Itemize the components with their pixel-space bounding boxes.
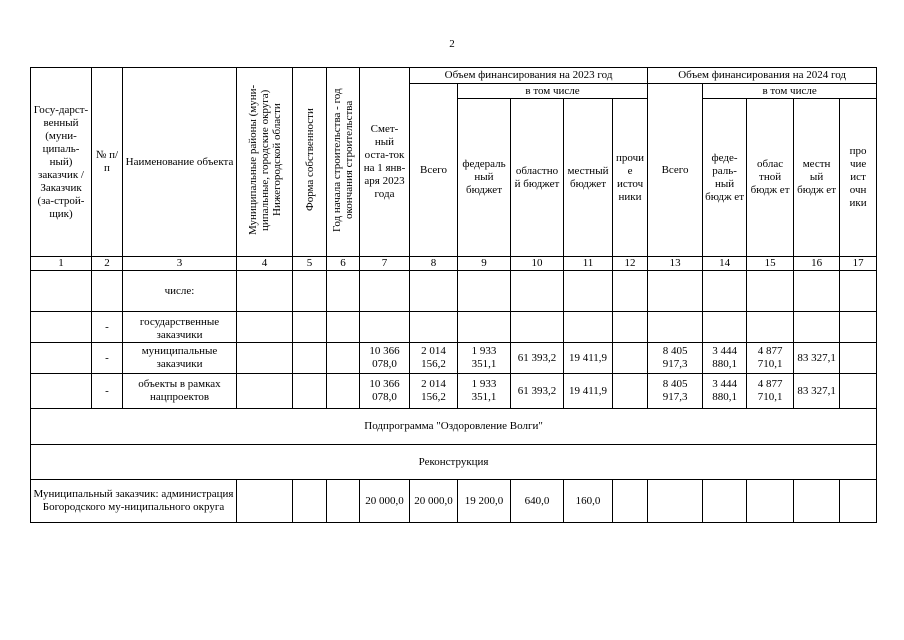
header-loc-2023: местный бюджет xyxy=(564,99,613,257)
header-object-name: Наименование объекта xyxy=(123,68,237,257)
col-num: 9 xyxy=(458,257,511,271)
row-name: муниципальные заказчики xyxy=(123,343,237,374)
col-num: 14 xyxy=(703,257,747,271)
cell-reg-2023: 61 393,2 xyxy=(511,343,564,374)
header-fed-2024: феде-раль-ный бюдж ет xyxy=(703,99,747,257)
cell-fed-2024: 3 444 880,1 xyxy=(703,374,747,409)
header-districts xyxy=(237,68,293,257)
column-numbers-row xyxy=(31,257,877,271)
col-num: 8 xyxy=(410,257,458,271)
cell-total-2024: 8 405 917,3 xyxy=(648,343,703,374)
header-incl-2024: в том числе xyxy=(703,84,877,99)
header-reg-2024: облас тной бюдж ет xyxy=(747,99,794,257)
row-name: объекты в рамках нацпроектов xyxy=(123,374,237,409)
cell-loc-2023: 19 411,9 xyxy=(564,343,613,374)
col-num: 11 xyxy=(564,257,613,271)
col-num: 5 xyxy=(293,257,327,271)
financing-table xyxy=(30,67,877,523)
table-row xyxy=(31,312,877,343)
cell-estimate: 10 366 078,0 xyxy=(360,343,410,374)
cell-total-2024: 8 405 917,3 xyxy=(648,374,703,409)
cell-reg-2024: 4 877 710,1 xyxy=(747,374,794,409)
header-ownership-text: Форма собственности xyxy=(303,108,316,212)
customer-name: Муниципальный заказчик: администрация Богородского му-ниципального округа xyxy=(31,480,237,523)
header-total-2023: Всего xyxy=(410,84,458,257)
header-estimate-balance: Смет-ный оста-ток на 1 янв-аря 2023 года xyxy=(360,68,410,257)
col-num: 13 xyxy=(648,257,703,271)
header-customer: Госу-дарст-венный (муни-ципаль-ный) заказчик / Заказчик (за-строй-щик) xyxy=(31,68,92,257)
col-num: 4 xyxy=(237,257,293,271)
row-name: государственные заказчики xyxy=(123,312,237,343)
cell-total-2023: 2 014 156,2 xyxy=(410,343,458,374)
col-num: 12 xyxy=(613,257,648,271)
cell-estimate: 20 000,0 xyxy=(360,480,410,523)
header-oth-2024: про чие ист очн ики xyxy=(840,99,877,257)
header-oth-2023: прочие источники xyxy=(613,99,648,257)
cell-loc-2023: 19 411,9 xyxy=(564,374,613,409)
header-districts-text: Муниципальные районы (муни-ципальные, городские округа) Нижегородской области xyxy=(246,84,283,236)
header-years xyxy=(327,68,360,257)
cell-total-2023: 2 014 156,2 xyxy=(410,374,458,409)
subprogram-title: Подпрограмма "Оздоровление Волги" xyxy=(31,409,877,445)
cell-reg-2023: 640,0 xyxy=(511,480,564,523)
col-num: 1 xyxy=(31,257,92,271)
col-num: 16 xyxy=(794,257,840,271)
cell-reg-2023: 61 393,2 xyxy=(511,374,564,409)
table-row xyxy=(31,480,877,523)
cell-loc-2024: 83 327,1 xyxy=(794,343,840,374)
header-incl-2023: в том числе xyxy=(458,84,648,99)
cell-reg-2024: 4 877 710,1 xyxy=(747,343,794,374)
row-name: числе: xyxy=(123,271,237,312)
cell-total-2023: 20 000,0 xyxy=(410,480,458,523)
col-num: 6 xyxy=(327,257,360,271)
table-row xyxy=(31,343,877,374)
header-group-2024: Объем финансирования на 2024 год xyxy=(648,68,877,84)
header-reg-2023: областной бюджет xyxy=(511,99,564,257)
col-num: 15 xyxy=(747,257,794,271)
row-dash: - xyxy=(92,374,123,409)
col-num: 7 xyxy=(360,257,410,271)
cell-fed-2024: 3 444 880,1 xyxy=(703,343,747,374)
col-num: 17 xyxy=(840,257,877,271)
header-fed-2023: федеральный бюджет xyxy=(458,99,511,257)
header-total-2024: Всего xyxy=(648,84,703,257)
subprogram-row xyxy=(31,409,877,445)
header-row-1 xyxy=(31,68,877,84)
header-number: № п/п xyxy=(92,68,123,257)
col-num: 10 xyxy=(511,257,564,271)
table-row xyxy=(31,374,877,409)
row-dash: - xyxy=(92,343,123,374)
col-num: 2 xyxy=(92,257,123,271)
cell-fed-2023: 1 933 351,1 xyxy=(458,374,511,409)
header-group-2023: Объем финансирования на 2023 год xyxy=(410,68,648,84)
row-dash: - xyxy=(92,312,123,343)
cell-estimate: 10 366 078,0 xyxy=(360,374,410,409)
header-years-text: Год начала строительства - год окончания строительства xyxy=(331,88,355,232)
cell-fed-2023: 1 933 351,1 xyxy=(458,343,511,374)
cell-loc-2023: 160,0 xyxy=(564,480,613,523)
cell-fed-2023: 19 200,0 xyxy=(458,480,511,523)
table-row xyxy=(31,271,877,312)
col-num: 3 xyxy=(123,257,237,271)
section-title: Реконструкция xyxy=(31,445,877,480)
page-number: 2 xyxy=(449,38,455,50)
header-ownership xyxy=(293,68,327,257)
section-row xyxy=(31,445,877,480)
cell-loc-2024: 83 327,1 xyxy=(794,374,840,409)
header-loc-2024: местн ый бюдж ет xyxy=(794,99,840,257)
